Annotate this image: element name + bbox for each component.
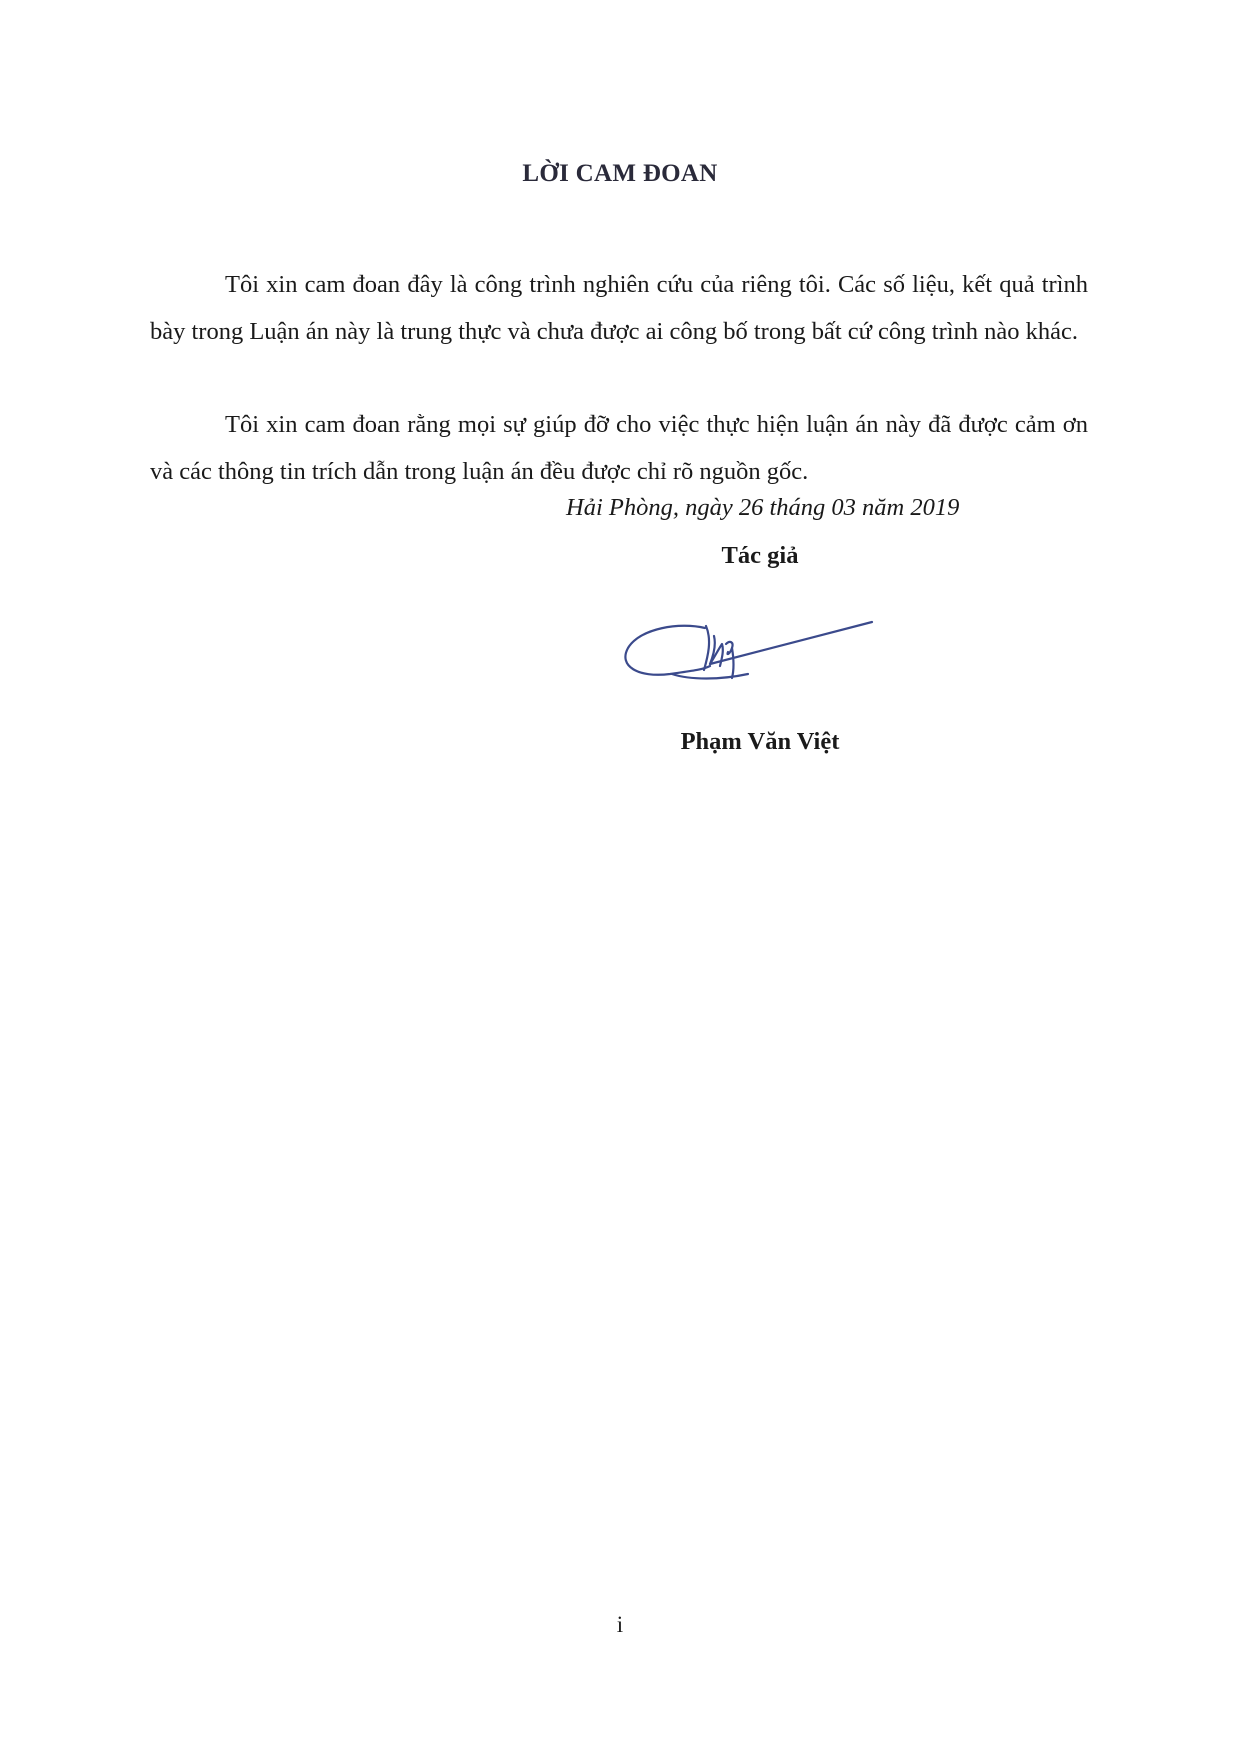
page-number: i [616, 1612, 624, 1637]
author-role-label: Tác giả [721, 542, 799, 569]
author-name: Phạm Văn Việt [680, 728, 840, 755]
place-and-date: Hải Phòng, ngày 26 tháng 03 năm 2019 [566, 494, 960, 521]
declaration-paragraph-1: Tôi xin cam đoan đây là công trình nghiên cứu của riêng tôi. Các số liệu, kết quả trình bày trong Luận án này là trung thực và chưa được ai công bố trong bất cứ công trình nào khác. [150, 271, 1088, 345]
page-title: LỜI CAM ĐOAN [522, 160, 718, 187]
declaration-paragraph-2: Tôi xin cam đoan rằng mọi sự giúp đỡ cho việc thực hiện luận án này đã được cảm ơn và các thông tin trích dẫn trong luận án đều được chỉ rõ nguồn gốc. [150, 411, 1088, 485]
signature-icon [610, 600, 890, 700]
